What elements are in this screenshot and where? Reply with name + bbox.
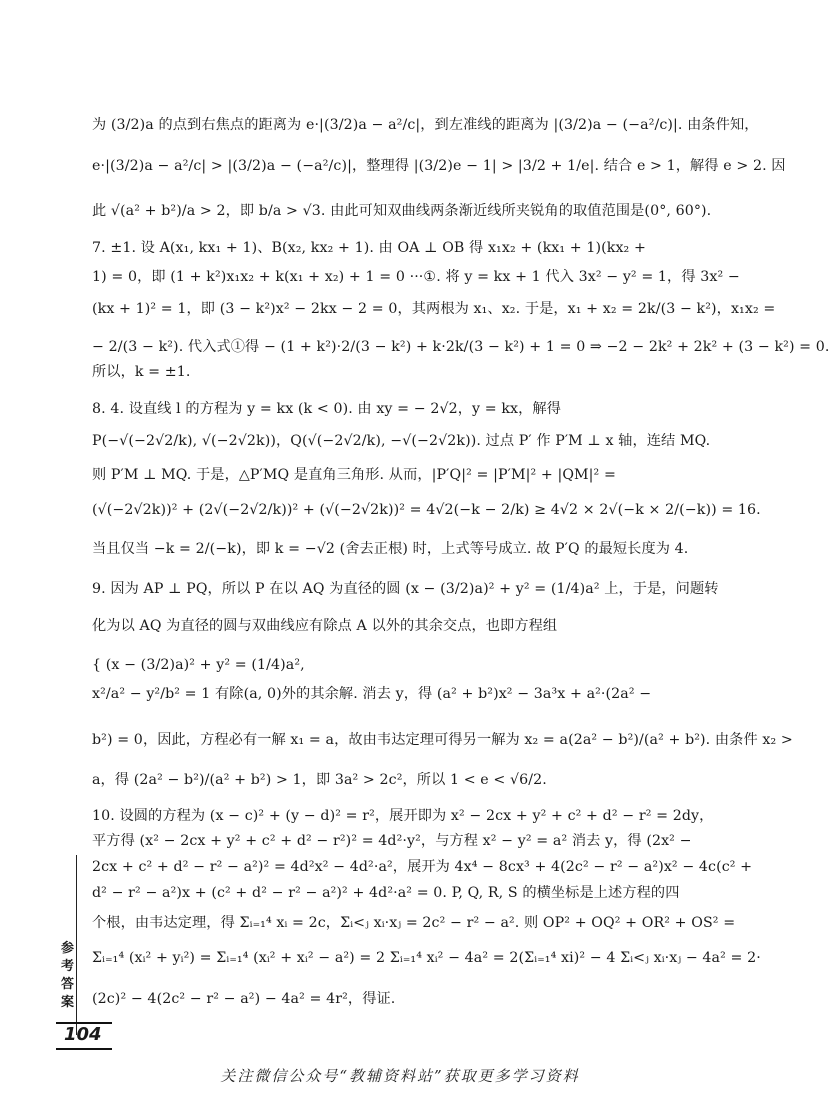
text-line: 1) = 0，即 (1 + k²)x₁x₂ + k(x₁ + x₂) + 1 = 0 ···①. 将 y = kx + 1 代入 3x² − y² = 1，得 3x² − <box>92 269 740 285</box>
text-line: { (x − (3/2)a)² + y² = (1/4)a², <box>92 657 305 673</box>
text-line: − 2/(3 − k²). 代入式①得 − (1 + k²)·2/(3 − k²) + k·2k/(3 − k²) + 1 = 0 ⇒ −2 − 2k² + 2k² + (3 − k²) = 0. <box>92 339 830 355</box>
text-line: 此 √(a² + b²)/a > 2，即 b/a > √3. 由此可知双曲线两条渐近线所夹锐角的取值范围是(0°, 60°). <box>92 203 712 219</box>
text-line: P(−√(−2√2/k), √(−2√2k))，Q(√(−2√2/k), −√(−2√2k)). 过点 P′ 作 P′M ⊥ x 轴，连结 MQ. <box>92 433 711 449</box>
text-line: 平方得 (x² − 2cx + y² + c² + d² − r²)² = 4d²·y²，与方程 x² − y² = a² 消去 y，得 (2x² − <box>92 833 692 849</box>
text-line: 7. ±1. 设 A(x₁, kx₁ + 1)、B(x₂, kx₂ + 1). 由 OA ⊥ OB 得 x₁x₂ + (kx₁ + 1)(kx₂ + <box>92 240 646 256</box>
text-line: 则 P′M ⊥ MQ. 于是，△P′MQ 是直角三角形. 从而，|P′Q|² = |P′M|² + |QM|² = <box>92 467 616 483</box>
text-line: 2cx + c² + d² − r² − a²)² = 4d²x² − 4d²·a²，展开为 4x⁴ − 8cx³ + 4(2c² − r² − a²)x² − 4c(c² + <box>92 859 753 875</box>
text-line: 化为以 AQ 为直径的圆与双曲线应有除点 A 以外的其余交点，也即方程组 <box>92 618 558 634</box>
page-number: 104 <box>64 1024 102 1045</box>
text-line: x²/a² − y²/b² = 1 有除(a, 0)外的其余解. 消去 y，得 (a² + b²)x² − 3a³x + a²·(2a² − <box>92 686 652 702</box>
text-line: 8. 4. 设直线 l 的方程为 y = kx (k < 0). 由 xy = − 2√2，y = kx，解得 <box>92 401 562 417</box>
text-line: (√(−2√2k))² + (2√(−2√2/k))² + (√(−2√2k))² = 4√2(−k − 2/k) ≥ 4√2 × 2√(−k × 2/(−k)) = 16. <box>92 502 761 518</box>
text-line: 9. 因为 AP ⊥ PQ，所以 P 在以 AQ 为直径的圆 (x − (3/2)a)² + y² = (1/4)a² 上，于是，问题转 <box>92 581 719 597</box>
text-line: (2c)² − 4(2c² − r² − a²) − 4a² = 4r²，得证. <box>92 991 396 1007</box>
text-line: d² − r² − a²)x + (c² + d² − r² − a²)² + 4d²·a² = 0. P, Q, R, S 的横坐标是上述方程的四 <box>92 885 680 901</box>
text-line: 个根，由韦达定理，得 Σᵢ₌₁⁴ xᵢ = 2c，Σᵢ<ⱼ xᵢ·xⱼ = 2c² − r² − a². 则 OP² + OQ² + OR² + OS² = <box>92 915 736 931</box>
sidebar-label: 参考答案 <box>61 941 76 1010</box>
text-line: a，得 (2a² − b²)/(a² + b²) > 1，即 3a² > 2c²，所以 1 < e < √6/2. <box>92 772 547 788</box>
text-line: 10. 设圆的方程为 (x − c)² + (y − d)² = r²，展开即为 x² − 2cx + y² + c² + d² − r² = 2dy， <box>92 808 714 824</box>
text-line: Σᵢ₌₁⁴ (xᵢ² + yᵢ²) = Σᵢ₌₁⁴ (xᵢ² + xᵢ² − a²) = 2 Σᵢ₌₁⁴ xᵢ² − 4a² = 2(Σᵢ₌₁⁴ xi)² − 4 Σᵢ<ⱼ xᵢ·xⱼ − 4a² = 2· <box>92 950 761 966</box>
text-line: b²) = 0，因此，方程必有一解 x₁ = a，故由韦达定理可得另一解为 x₂ = a(2a² − b²)/(a² + b²). 由条件 x₂ > <box>92 732 793 748</box>
text-line: 所以，k = ±1. <box>92 364 191 380</box>
footer-note: 关注微信公众号“教辅资料站”获取更多学习资料 <box>220 1067 580 1085</box>
text-line: (kx + 1)² = 1，即 (3 − k²)x² − 2kx − 2 = 0，其两根为 x₁、x₂. 于是，x₁ + x₂ = 2k/(3 − k²)，x₁x₂ = <box>92 301 776 317</box>
text-line: e·|(3/2)a − a²/c| > |(3/2)a − (−a²/c)|，整理得 |(3/2)e − 1| > |3/2 + 1/e|. 结合 e > 1，解得 e > 2. 因 <box>92 158 786 174</box>
text-line: 当且仅当 −k = 2/(−k)，即 k = −√2 (舍去正根) 时，上式等号成立. 故 P′Q 的最短长度为 4. <box>92 541 689 557</box>
text-line: 为 (3/2)a 的点到右焦点的距离为 e·|(3/2)a − a²/c|，到左准线的距离为 |(3/2)a − (−a²/c)|. 由条件知， <box>92 117 759 133</box>
